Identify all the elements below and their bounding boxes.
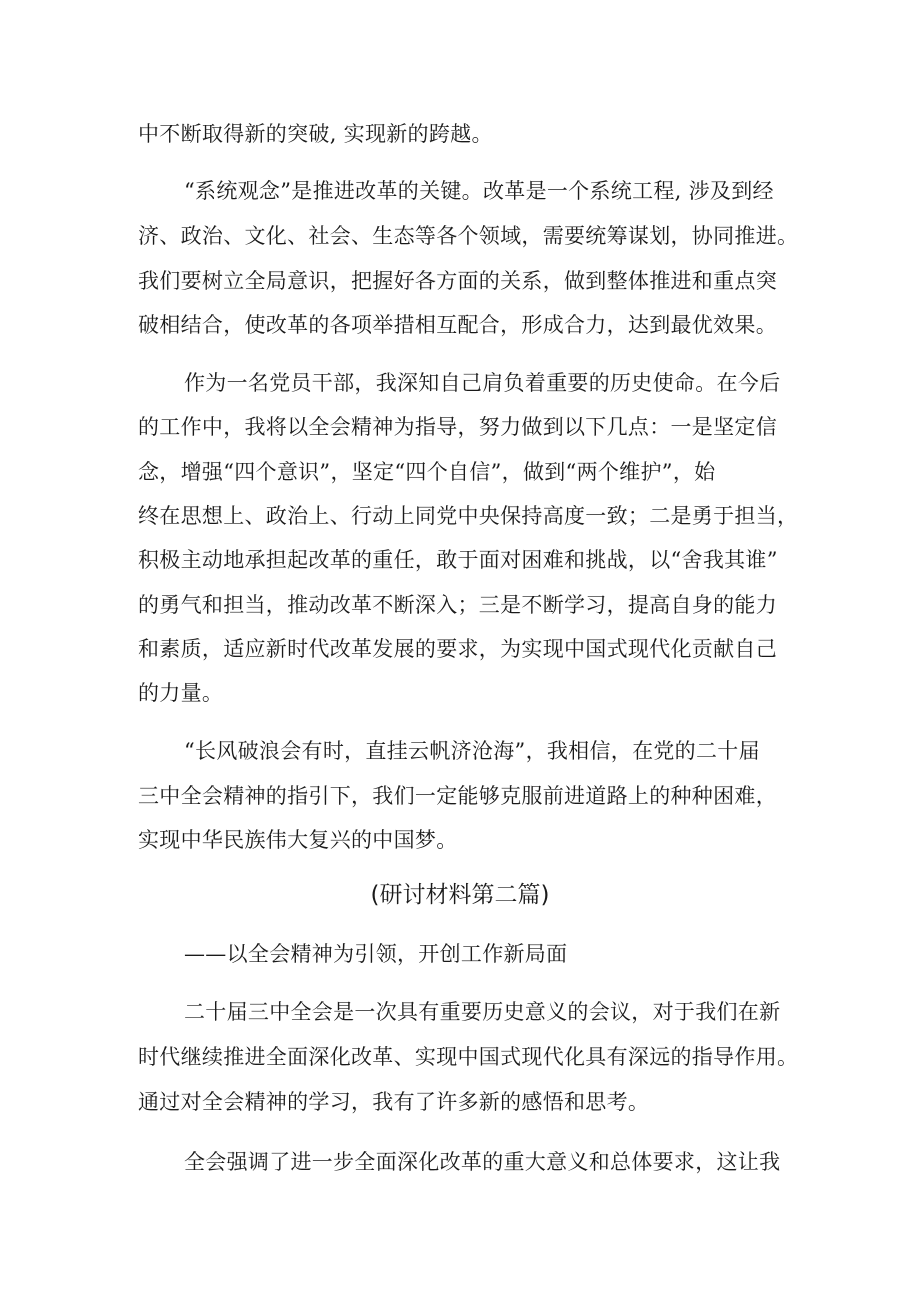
paragraph-line: 的工作中，我将以全会精神为指导，努力做到以下几点：一是坚定信 [138, 415, 777, 439]
section-heading: (研讨材料第二篇) [370, 882, 550, 908]
paragraph-line: 的勇气和担当，推动改革不断深入；三是不断学习，提高自身的能力 [138, 593, 777, 617]
paragraph-line: 破相结合，使改革的各项举措相互配合，形成合力，达到最优效果。 [138, 313, 777, 337]
paragraph-line: 和素质，适应新时代改革发展的要求，为实现中国式现代化贡献自己 [138, 637, 777, 661]
section-subtitle: ——以全会精神为引领，开创工作新局面 [184, 942, 568, 966]
paragraph-line: 全会强调了进一步全面深化改革的重大意义和总体要求，这让我 [184, 1150, 781, 1174]
paragraph-line: “长风破浪会有时，直挂云帆济沧海”，我相信，在党的二十届 [184, 739, 760, 763]
paragraph-line: 的力量。 [138, 681, 224, 705]
paragraph-line: 二十届三中全会是一次具有重要历史意义的会议，对于我们在新 [184, 1000, 781, 1024]
paragraph-line: 作为一名党员干部，我深知自己肩负着重要的历史使命。在今后 [184, 371, 781, 395]
paragraph-line: 济、政治、文化、社会、生态等各个领域，需要统筹谋划，协同推进。 [138, 224, 799, 248]
paragraph-line: 通过对全会精神的学习，我有了许多新的感悟和思考。 [138, 1090, 650, 1114]
paragraph-line: 我们要树立全局意识，把握好各方面的关系，做到整体推进和重点突 [138, 269, 777, 293]
paragraph-line: 中不断取得新的突破, 实现新的跨越。 [138, 122, 493, 146]
paragraph-line: 念，增强“四个意识”，坚定“四个自信”，做到“两个维护”，始 [138, 460, 716, 484]
paragraph-line: 时代继续推进全面深化改革、实现中国式现代化具有深远的指导作用。 [138, 1045, 799, 1069]
paragraph-line: 终在思想上、政治上、行动上同党中央保持高度一致；二是勇于担当， [138, 504, 799, 528]
paragraph-line: 实现中华民族伟大复兴的中国梦。 [138, 828, 458, 852]
paragraph-line: 三中全会精神的指引下，我们一定能够克服前进道路上的种种困难， [138, 784, 777, 808]
paragraph-line: “系统观念”是推进改革的关键。改革是一个系统工程, 涉及到经 [184, 179, 774, 203]
paragraph-line: 积极主动地承担起改革的重任，敢于面对困难和挑战，以“舍我其谁” [138, 548, 778, 572]
